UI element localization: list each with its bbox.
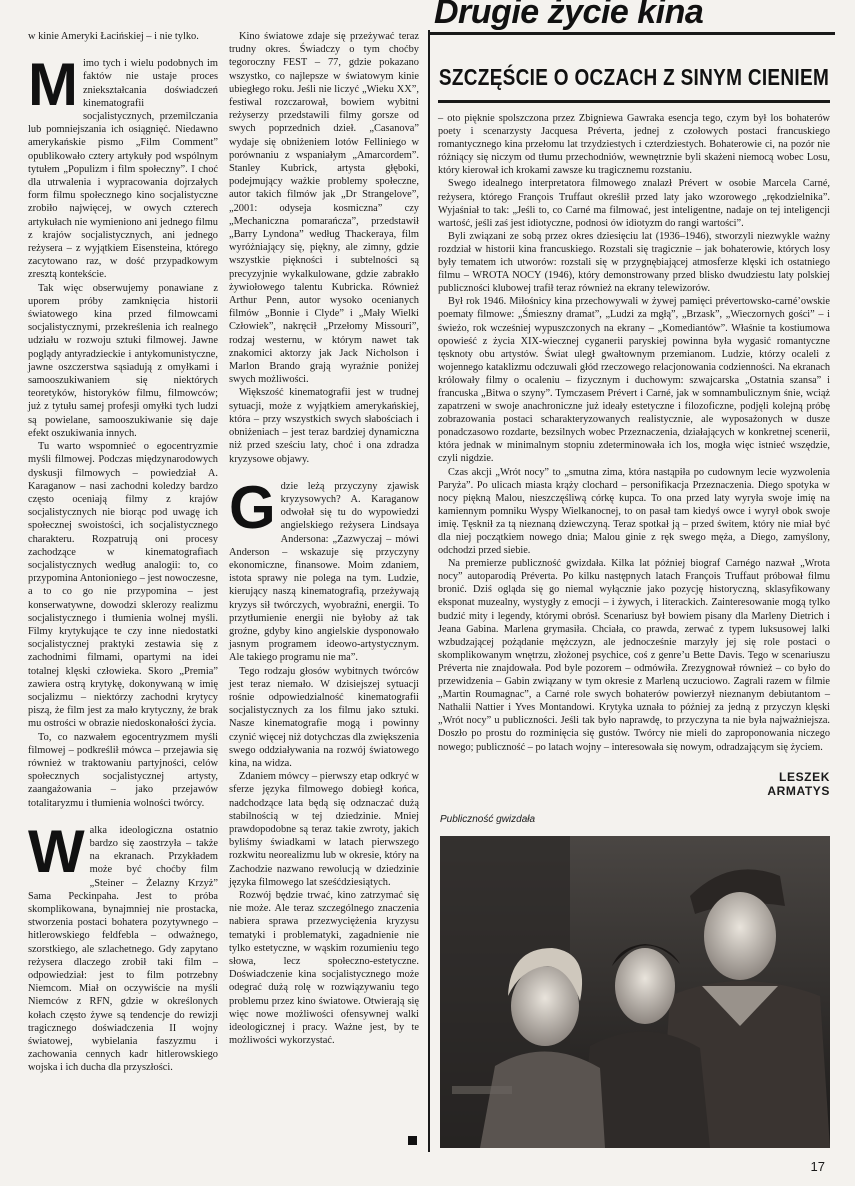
page-number: 17 bbox=[810, 1159, 825, 1174]
paragraph: Rozwój będzie trwać, kino zatrzymać się nie może. Ale teraz szczególnego znaczenia nabiera sprawa przezwyciężenia kryzysu tematyki i problematyki, zagadnienie nie tylko estetyczne, w wąskim rozumieniu tego słowa, lecz społeczno-estetyczne. Doświadczenie kina socjalistycznego może odegrać dużą rolę w rozwiązywaniu tego problemu przez kino światowe. Otwierają się więc nowe możliwości ofensywnej walki ideologicznej i pracy. Ważne jest, by te możliwości wykorzystać. bbox=[229, 890, 419, 1047]
paragraph: Byli związani ze sobą przez okres dziesięciu lat (1936–1946), stworzyli niezwykle ważny rozdział w historii kina francuskiego. Rozstali się tragicznie – jak bohaterowie, których losy były tematem ich utworów: rozstali się w przygnębiającej atmosferze klęski ich ostatniego filmu – WROTA NOCY (1946), który demonstrowany przed blisko dwudziestu laty polskiej publiczności klubowej trafił teraz również na ekrany telewizorów. bbox=[438, 230, 830, 295]
film-still-photo bbox=[440, 836, 830, 1148]
right-article-column bbox=[438, 112, 830, 754]
paragraph: Tego rodzaju głosów wybitnych twórców jest teraz niemało. W dzisiejszej sytuacji rośnie odpowiedzialność kinematografii socjalistycznych za los filmu jako sztuki. Nasze kinematografie mogą i powinny czynić więcej niż dotychczas dla zwiększenia swego oddziaływania na rozwój światowego kina, na widza. bbox=[229, 665, 419, 769]
author-byline: LESZEK ARMATYS bbox=[767, 770, 830, 798]
column-divider bbox=[428, 30, 430, 1152]
section-title: Drugie życie kina bbox=[434, 0, 704, 30]
paragraph: – oto pięknie spolszczona przez Zbigniewa Gawraka esencja tego, czym był los bohaterów poety i scenarzysty Jacquesa Préverta, jednej z czołowych postaci francuskiego romantycznego kina przełomu lat trzydziestych i czterdziestych. Bohaterowie ci, na pozór nie różniący się niczym od tłumu przechodniów, wewnętrznie byli skażeni niemocą wobec Losu, który kierował ich krokami zawsze ku tragicznemu rozstaniu. bbox=[438, 113, 830, 177]
film-still-illustration bbox=[440, 836, 830, 1148]
paragraph-text: dzie leżą przyczyny zjawisk kryzysowych? A. Karaganow odwołał się tu do wypowiedzi angielskiego reżysera Lindsaya Andersona: „Zazwyczaj – mówi Anderson – wskazuje się przyczyny ekonomiczne, finansowe. Moim zdaniem, istota sprawy nie polega na tym. Ludzie, kierujący naszą kinematografią, przeżywają kryzys sił twórczych, wyobraźni, energii. To przytłumienie energii nie byłoby aż tak groźne, gdyby kino angielskie dysponowało jasnym programem ideowo-artystycznym. Ale takiego programu nie ma”. bbox=[229, 480, 419, 664]
drop-cap: G bbox=[229, 473, 276, 541]
drop-cap: M bbox=[28, 51, 78, 119]
paragraph: Był rok 1946. Miłośnicy kina przechowywali w żywej pamięci prévertowsko-carné’owskie poematy filmowe: „Śmieszny dramat”, „Ludzi za mgłą”, „Brzask”, „Wieczornych gości” – i świeżo, rok wcześniej wypuszczonych na ekrany – „Komediantów”. Właśnie ta kostiumowa opowieść z życia XIX-wiecznej cyganerii paryskiej powinna była wygasić romantyczne tęsknoty obu artystów. Świat uległ gwałtownym przemianom. Ludzie, którzy ocaleli z wojennego kataklizmu odczuwali głód rzeczowego relacjonowania codzienności. Na ekranach królowały filmy o ocaleniu – fizycznym i duchowym: szwajcarska „Ostatnia szansa” i francuska „Bitwa o szyny”. Tymczasem Prévert i Carné, jak w somnambulicznym śnie, wciąż zapatrzeni w swoje anachroniczne już ideały estetyczne i filozoficzne, podjęli kolejną próbę zobrazowania postaci scharakteryzowanych realistycznie, ale wyposażonych w dusze ponadczasowo rozdarte, bezsilnych wobec Przeznaczenia, działających w konkretnej scenerii, która jednak w minimalnym stopniu zdeterminowała ich los, mogła więc istnieć wszędzie, czyli nigdzie. bbox=[438, 296, 830, 465]
paragraph-text: alka ideologiczna ostatnio bardzo się zaostrzyła – także na ekranach. Przykładem może być choćby film „Steiner – Żelazny Krzyż” Sama Peckinpaha. Jest to próba skomplikowana, bynajmniej nie prostacka, stworzenia postaci bohatera pozytywnego – hitlerowskiego feldfebla – odważnego, szorstkiego, ale szlachetnego. Gdy zapytano reżysera dlaczego zrobił taki film – odpowiedział: jest to film potrzebny Niemcom. Miał on oczywiście na myśli Niemców z RFN, gdzie w określonych kołach często żywe są tendencje do rewizji tragicznego doświadczenia II wojny światowej, wybielania faszyzmu i zachowania cennych kadr hitlerowskiego wojska i ich ducha dla przyszłości. bbox=[28, 824, 218, 1074]
paragraph-text: imo tych i wielu podobnych im faktów nie ustaje proces zniekształcania doświadczeń kinematografii socjalistycznych, przemilczania lub pomniejszania ich osiągnięć. Niedawno amerykańskie pismo „Film Comment” opublikowało cztery artykuły pod wspólnym tytułem „Populizm i film społeczny”. I choć dla utrwalenia i wypracowania dojrzałych form filmu społecznego kino socjalistyczne zrobiło najwięcej, w owych czterech artykułach nie wymieniono ani jednego filmu z krajów socjalistycznych, ani jednego reżysera – z wyjątkiem Eisensteina, którego zacytowano raz, w dość przypadkowym zresztą kontekście. bbox=[28, 58, 218, 281]
paragraph bbox=[28, 817, 218, 1075]
headline-underline bbox=[438, 100, 830, 103]
photo-caption: Publiczność gwizdała bbox=[440, 814, 536, 825]
paragraph: Tak więc obserwujemy ponawiane z uporem próby zamknięcia historii światowego kina przed filmowcami socjalistycznymi, przekreślenia ich realnego udziału w rozwoju sztuki filmowej. Jawne poglądy antyradzieckie i antykomunistyczne, jawne oszczerstwa sąsiadują z omyłkami i samooszukiwaniem się niektórych teoretyków, historyków filmu, filmowców; już z tytułu samej profesji omyłki tych ludzi są powielane, samooszukiwanie się daje efekt oszukiwania innych. bbox=[28, 282, 218, 439]
paragraph: Większość kinematografii jest w trudnej sytuacji, może z wyjątkiem amerykańskiej, która – przy wszystkich swych słabościach i obniżeniach – jest teraz bardziej dynamiczna niż przed sześciu laty, choć i ona zdradza kryzysowe objawy. bbox=[229, 387, 419, 465]
paragraph: Zdaniem mówcy – pierwszy etap odkryć w sferze języka filmowego dobiegł końca, nadchodzące lata będą się odznaczać dużą stabilnością w tej dziedzinie. Mniej prawdopodobne są teraz takie zwroty, jakich byliśmy świadkami w latach pierwszego rozkwitu neorealizmu lub w okresie, który na Zachodzie nazwano rewolucją w dziedzinie języka filmowego lat sześćdziesiątych. bbox=[229, 771, 419, 888]
paragraph: Kino światowe zdaje się przeżywać teraz trudny okres. Świadczy o tym choćby tegoroczny FEST – 77, gdzie pokazano wszystko, co najlepsze w światowym kinie ubiegłego roku. Jeśli nie liczyć „Wieku XX”, festiwal rozczarował, bowiem wybitni reżyserzy przedstawili filmy gorsze od swych poprzednich dzieł. „Casanova” wydaje się obniżeniem lotów Felliniego w porównaniu z wspaniałym „Amarcordem”. Stanley Kubrick, artysta głęboki, podejmujący ważkie problemy społeczne, autor takich filmów jak „Dr Strangelove”, „2001: odyseja kosmiczna” czy „Mechaniczna pomarańcza”, przedstawił „Barry Lyndona” według Thackeraya, film wyróżniający się, piękny, ale zimny, gdzie wszystkie piękności i subtelności są precyzyjnie wykalkulowane, gdzie zabrakło żywiołowego talentu Kubricka. Również Arthur Penn, autor wysoko ocenianych filmów „Bonnie i Clyde” i „Mały Wielki Człowiek”, nakręcił „Przełomy Missouri”, rodzaj westernu, w którym nawet tak znakomici aktorzy jak Jack Nicholson i Marlon Brando grają wyraźnie poniżej swych możliwości. bbox=[229, 31, 419, 386]
paragraph: Tu warto wspomnieć o egocentryzmie myśli filmowej. Podczas międzynarodowych dyskusji filmowych – powiedział A. Karaganow – nasi zachodni koledzy bardzo często oceniają filmy z krajów socjalistycznych nie biorąc pod uwagę ich społecznej swoistości, ich socjalistycznego charakteru. Rozpatrują oni procesy zachodzące w kinematografiach socjalistycznych według analogii: to, co przypomina Antonioniego – jest nowoczesne, a to co go nie przypomina – jest konserwatywne, dowodzi sklerozy realizmu socjalistycznego i tłumienia wolnej myśli. Filmy krytykujące te czy inne niedostatki socjalistycznej praktyki zestawia się z zachodnimi filmami, opartymi na idei totalnej klęski człowieka. Skoro „Premia” zawiera ostrą krytykę, dokonywaną w imię socjalizmu – niektórzy zachodni krytycy piszą, że film jest za mało krytyczny, że brak mu ostrości w obrazie niedoskonałości życia. bbox=[28, 441, 218, 730]
title-underline bbox=[430, 32, 835, 35]
paragraph bbox=[28, 51, 218, 281]
paragraph: To, co nazwałem egocentryzmem myśli filmowej – podkreślił mówca – przejawia się również w traktowaniu partyjności, celów społecznych socjalistycznej artysty, zaangażowania – jako przejawów totalitaryzmu i tłumienia wolności twórcy. bbox=[28, 731, 218, 809]
paragraph: Swego idealnego interpretatora filmowego znalazł Prévert w osobie Marcela Carné, reżysera, którego François Truffaut określił przed laty jako wzorowego „rękodzielnika”. Wyjaśniał to tak: „Jeśli to, co Carné ma filmować, jest inteligentne, nadaje on tej inteligencji wartość, jeśli zaś jest idiotyczne, podnosi ów idiotyzm do rangi wartości”. bbox=[438, 178, 830, 229]
paragraph: Czas akcji „Wrót nocy” to „smutna zima, która nastąpiła po cudownym lecie wyzwolenia Paryża”. Po ulicach miasta krąży clochard – personifikacja Przeznaczenia. Diego spotyka w nocy piękną Malou, nieszczęśliwą córkę kupca. To ona przed laty wyryła swoje imię na kamiennym pomniku Wyspy Wielkanocnej, to on pasał tam kiedyś owce i wyrył obok swoje imię. Tęsknił za tą nieznaną dziewczyną. Teraz spotkał ją – przed świtem, który nie miał być dla niej początkiem nowego dnia; Malou ginie z ręk swego męża, a Diego, zamyślony, odchodzi przed siebie. bbox=[438, 466, 830, 557]
paragraph: w kinie Ameryki Łacińskiej – i nie tylko. bbox=[28, 31, 199, 42]
end-of-article-mark bbox=[408, 1136, 417, 1145]
article-headline: SZCZĘŚCIE O OCZACH Z SINYM CIENIEM bbox=[438, 65, 830, 91]
drop-cap: W bbox=[28, 817, 85, 885]
left-article-column-2 bbox=[229, 30, 419, 1047]
paragraph bbox=[229, 473, 419, 665]
left-article-column-1 bbox=[28, 30, 218, 1075]
paragraph: Na premierze publiczność gwizdała. Kilka lat później biograf Carnégo nazwał „Wrota nocy” autoparodią Préverta. Po kilku następnych latach François Truffaut próbował filmu bronić. Dziś ogląda się go niemal wyłącznie jako pozycję historyczną, sklasyfikowany eksponat muzealny, wystygły z emocji – i żywych, i literackich. Zainteresowanie mogą tylko budzić mity i legendy, którymi obrósł. Scenariusz był bowiem pisany dla Marleny Dietrich i Jeana Gabina. Marlena grymasiła. Chciała, co prawda, zerwać z typem luksusowej lalki wzbudzającej pożądanie mężczyzn, ale jednocześnie marzyły jej się role postaci o skomplikowanym wnętrzu, złożonej psychice, coś z genre’u Bette Davis. Tego w scenariuszu Préverta nie znajdowała. Pod byle pozorem – odmówiła. Zrezygnował również – co było do przewidzenia – Gabin związany w tym okresie z Marleną uczuciowo. Zagrali razem w filmie „Martin Roumagnac”, a Carné role swych bohaterów powierzył nieznanym debiutantom – Nathalii Nattier i Yves Montandowi. Krytyka uznała to później za jedną z przyczyn klęski „Wrót nocy” u publiczności. Jeśli tak było naprawdę, to przyczyna ta nie była najważniejsza. Doszło po prostu do rozminięcia się gustów. Twórcy nie mieli do zaproponowania niczego nowego; publiczność – po latach wojny – interesowała się nowym, odradzającym się życiem. bbox=[438, 558, 830, 753]
